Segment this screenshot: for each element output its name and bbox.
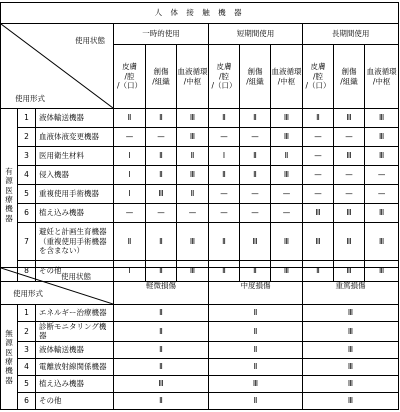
sub-header: 血液循環 /中枢: [177, 45, 209, 109]
class-cell: Ⅱ: [303, 109, 334, 128]
class-cell: —: [146, 128, 177, 147]
sub-header: 皮膚 /腔 /（口）: [114, 45, 146, 109]
class-cell: Ⅱ: [146, 147, 177, 166]
side-label: 無 源 医 療 機 器: [1, 305, 18, 410]
class-cell: Ⅱ: [209, 305, 303, 322]
sub-header: 創傷 /組織: [146, 45, 177, 109]
class-cell: Ⅲ: [209, 375, 303, 392]
group-header: 長期間使用: [303, 24, 399, 45]
row-number: 3: [18, 341, 36, 358]
row-name: 避妊と計画生育機器（重複使用手術機器を含まない）: [36, 223, 114, 261]
class-cell: Ⅲ: [177, 166, 209, 185]
class-cell: Ⅰ: [114, 166, 146, 185]
class-cell: Ⅱ: [146, 109, 177, 128]
class-cell: Ⅱ: [114, 109, 146, 128]
row-name: その他: [36, 392, 114, 409]
severity-header: 軽微損傷: [114, 268, 209, 305]
class-cell: Ⅲ: [146, 185, 177, 204]
class-cell: Ⅱ: [177, 147, 209, 166]
passive-devices-table: [0, 267, 399, 410]
class-cell: Ⅲ: [334, 204, 365, 223]
class-cell: Ⅲ: [303, 223, 334, 261]
class-cell: Ⅲ: [177, 128, 209, 147]
class-cell: Ⅲ: [365, 204, 399, 223]
class-cell: Ⅰ: [209, 147, 240, 166]
class-cell: Ⅱ: [271, 147, 303, 166]
class-cell: Ⅱ: [114, 305, 209, 322]
active-devices-table: [0, 2, 399, 282]
row-number: 6: [18, 204, 36, 223]
class-cell: Ⅲ: [303, 341, 399, 358]
class-cell: —: [271, 185, 303, 204]
class-cell: Ⅲ: [303, 375, 399, 392]
sub-header: 創傷 /組織: [240, 45, 271, 109]
severity-header: 中度損傷: [209, 268, 303, 305]
class-cell: —: [209, 204, 240, 223]
class-cell: Ⅱ: [240, 166, 271, 185]
table-row: [1, 204, 399, 223]
sub-header: 皮膚 /腔 /（口）: [303, 45, 334, 109]
class-cell: Ⅲ: [271, 128, 303, 147]
class-cell: Ⅲ: [177, 109, 209, 128]
row-name: その他: [36, 261, 114, 282]
corner-header: [1, 24, 114, 109]
row-number: 2: [18, 128, 36, 147]
row-name: 植え込み機器: [36, 204, 114, 223]
table-row: [1, 128, 399, 147]
class-cell: Ⅱ: [209, 166, 240, 185]
class-cell: Ⅲ: [177, 223, 209, 261]
class-cell: Ⅲ: [177, 261, 209, 282]
diagonal-line: [1, 268, 113, 304]
class-cell: —: [303, 166, 334, 185]
corner-bottom-label: 使用形式: [13, 288, 43, 298]
row-name: 植え込み機器: [36, 375, 114, 392]
table-row: [1, 166, 399, 185]
row-name: エネルギー治療機器: [36, 305, 114, 322]
class-cell: Ⅱ: [209, 109, 240, 128]
class-cell: —: [303, 185, 334, 204]
class-cell: —: [146, 204, 177, 223]
row-name: 診断モニタリング機器: [36, 322, 114, 342]
table-row: [1, 305, 399, 322]
row-name: 液体輸送機器: [36, 109, 114, 128]
class-cell: —: [114, 204, 146, 223]
severity-header: 重篤損傷: [303, 268, 399, 305]
class-cell: Ⅲ: [271, 166, 303, 185]
class-cell: Ⅱ: [114, 358, 209, 375]
table-row: [1, 185, 399, 204]
class-cell: Ⅲ: [271, 261, 303, 282]
class-cell: Ⅱ: [209, 358, 303, 375]
row-number: 1: [18, 305, 36, 322]
row-number: 3: [18, 147, 36, 166]
class-cell: Ⅱ: [146, 166, 177, 185]
row-number: 6: [18, 392, 36, 409]
class-cell: Ⅱ: [209, 392, 303, 409]
row-name: 侵入機器: [36, 166, 114, 185]
class-cell: Ⅲ: [303, 358, 399, 375]
class-cell: Ⅲ: [334, 109, 365, 128]
class-cell: Ⅱ: [240, 109, 271, 128]
class-cell: Ⅲ: [240, 223, 271, 261]
class-cell: Ⅲ: [303, 322, 399, 342]
table-row: [1, 109, 399, 128]
table-row: [1, 147, 399, 166]
class-cell: —: [114, 128, 146, 147]
class-cell: —: [271, 204, 303, 223]
class-cell: Ⅲ: [365, 128, 399, 147]
table-row: [1, 392, 399, 409]
class-cell: Ⅲ: [271, 109, 303, 128]
sub-header: 創傷 /組織: [334, 45, 365, 109]
class-cell: —: [334, 128, 365, 147]
class-cell: Ⅱ: [114, 322, 209, 342]
table-row: [1, 358, 399, 375]
row-number: 5: [18, 185, 36, 204]
class-cell: —: [334, 185, 365, 204]
sub-header: 血液循環 /中枢: [271, 45, 303, 109]
class-cell: —: [177, 204, 209, 223]
class-cell: Ⅰ: [114, 147, 146, 166]
class-cell: Ⅲ: [334, 147, 365, 166]
class-cell: —: [240, 204, 271, 223]
group-header: 短期間使用: [209, 24, 303, 45]
class-cell: Ⅰ: [114, 185, 146, 204]
table-row: [1, 341, 399, 358]
class-cell: —: [240, 185, 271, 204]
class-cell: Ⅲ: [365, 261, 399, 282]
class-cell: —: [209, 185, 240, 204]
corner-header: [1, 268, 114, 305]
class-cell: Ⅲ: [365, 223, 399, 261]
row-number: 8: [18, 261, 36, 282]
class-cell: —: [303, 147, 334, 166]
class-cell: Ⅲ: [271, 223, 303, 261]
table-row: [1, 375, 399, 392]
row-number: 7: [18, 223, 36, 261]
class-cell: Ⅲ: [365, 109, 399, 128]
class-cell: —: [303, 128, 334, 147]
class-cell: Ⅱ: [303, 261, 334, 282]
class-cell: Ⅱ: [114, 341, 209, 358]
class-cell: —: [209, 128, 240, 147]
sub-header: 皮膚 /腔 /（口）: [209, 45, 240, 109]
row-name: 重複使用手術機器: [36, 185, 114, 204]
row-number: 4: [18, 358, 36, 375]
row-number: 4: [18, 166, 36, 185]
class-cell: Ⅱ: [209, 322, 303, 342]
row-name: 血液体液変更機器: [36, 128, 114, 147]
row-name: 医用衛生材料: [36, 147, 114, 166]
class-cell: —: [240, 128, 271, 147]
table-row: [1, 223, 399, 261]
class-cell: —: [365, 185, 399, 204]
table-title: 人 体 接 触 機 器: [1, 3, 399, 24]
class-cell: Ⅱ: [209, 341, 303, 358]
row-number: 5: [18, 375, 36, 392]
row-number: 2: [18, 322, 36, 342]
sub-header: 血液循環 /中枢: [365, 45, 399, 109]
group-header: 一時的使用: [114, 24, 209, 45]
class-cell: Ⅰ: [114, 261, 146, 282]
class-cell: Ⅱ: [177, 185, 209, 204]
class-cell: Ⅱ: [240, 261, 271, 282]
side-label: 有 源 医 療 機 器: [1, 109, 18, 282]
class-cell: Ⅱ: [146, 261, 177, 282]
class-cell: —: [365, 166, 399, 185]
class-cell: Ⅱ: [114, 392, 209, 409]
table-row: [1, 322, 399, 342]
corner-bottom-label: 使用形式: [15, 93, 45, 103]
class-cell: Ⅱ: [240, 147, 271, 166]
class-cell: Ⅲ: [303, 305, 399, 322]
class-cell: Ⅱ: [114, 223, 146, 261]
class-cell: Ⅲ: [303, 392, 399, 409]
class-cell: Ⅲ: [303, 204, 334, 223]
class-cell: Ⅲ: [365, 147, 399, 166]
class-cell: Ⅱ: [209, 223, 240, 261]
class-cell: Ⅱ: [146, 223, 177, 261]
class-cell: Ⅲ: [114, 375, 209, 392]
class-cell: Ⅱ: [209, 261, 240, 282]
row-name: 液体輸送機器: [36, 341, 114, 358]
row-number: 1: [18, 109, 36, 128]
row-name: 電離放射線関係機器: [36, 358, 114, 375]
corner-top-label: 使用状態: [75, 36, 105, 45]
class-cell: Ⅲ: [334, 223, 365, 261]
class-cell: Ⅲ: [334, 261, 365, 282]
class-cell: —: [334, 166, 365, 185]
corner-top-label: 使用状態: [61, 272, 92, 281]
